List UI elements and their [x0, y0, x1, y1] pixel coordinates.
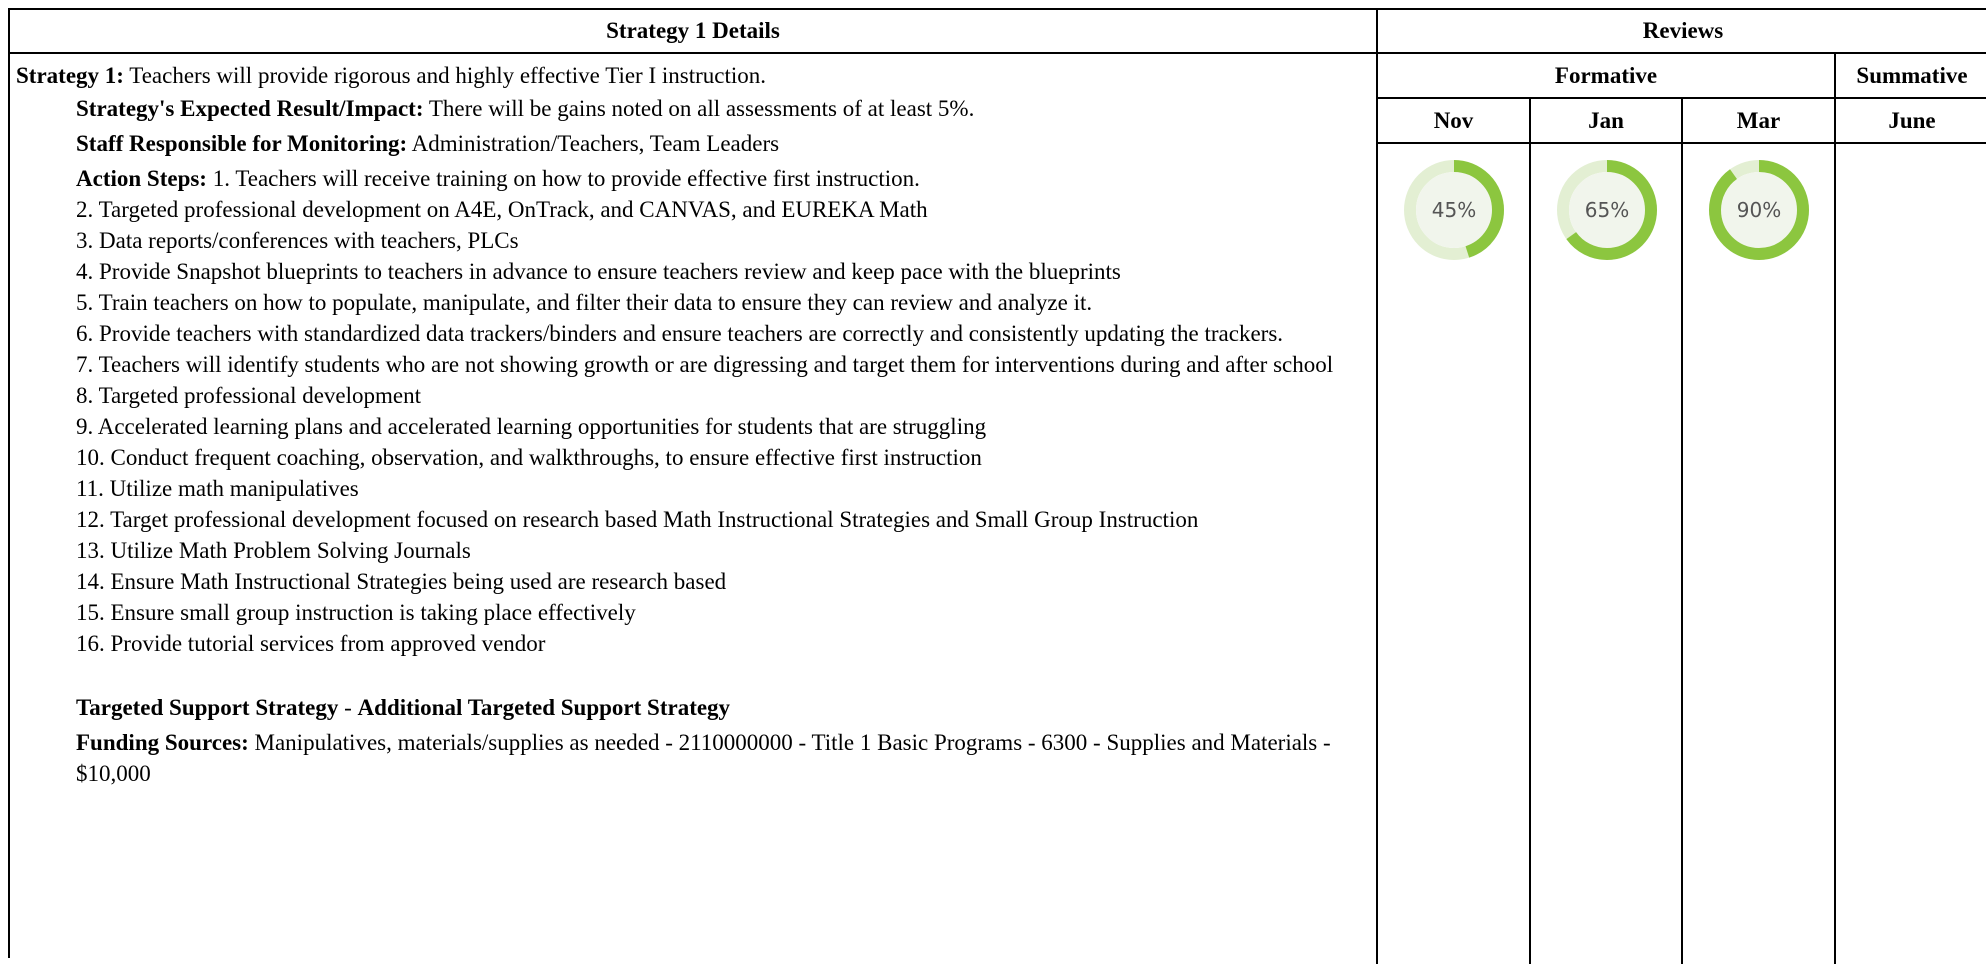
reviews-header — [1378, 10, 1986, 54]
donut-percent-label: 65% — [1584, 198, 1630, 222]
action-step: 3. Data reports/conferences with teachers, PLCs — [76, 228, 519, 253]
summative-label: Summative — [1856, 62, 1968, 88]
action-steps — [76, 163, 1346, 789]
funding-sources — [76, 727, 1346, 789]
expected-result — [76, 93, 1346, 124]
action-step: 16. Provide tutorial services from approved vendor — [76, 631, 546, 656]
expected-result-text: There will be gains noted on all assessments of at least 5%. — [423, 96, 975, 121]
month-label: Mar — [1736, 107, 1781, 133]
strategy-text: Teachers will provide rigorous and highly effective Tier I instruction. — [123, 63, 766, 88]
review-cell-june — [1836, 144, 1986, 964]
progress-donut-mar — [1707, 158, 1811, 262]
action-step: 6. Provide teachers with standardized data trackers/binders and ensure teachers are correctly and consistently updating the trackers. — [76, 321, 1284, 346]
targeted-support-label: Targeted Support Strategy — [76, 695, 339, 720]
staff-responsible — [76, 128, 1346, 159]
strategy-details-body — [16, 60, 1346, 789]
targeted-support — [76, 692, 1346, 723]
month-header-june — [1836, 99, 1986, 144]
month-label: Nov — [1433, 107, 1474, 133]
review-cell-jan — [1531, 144, 1683, 964]
donut-percent-label: 90% — [1736, 198, 1782, 222]
strategy-table — [8, 8, 1986, 958]
action-step: 11. Utilize math manipulatives — [76, 476, 359, 501]
summative-header — [1836, 54, 1986, 99]
reviews-header-title: Reviews — [1642, 18, 1724, 43]
action-step: 13. Utilize Math Problem Solving Journals — [76, 538, 471, 563]
targeted-support-text: Additional Targeted Support Strategy — [357, 695, 731, 720]
month-header-jan — [1531, 99, 1683, 144]
review-cell-nov — [1378, 144, 1531, 964]
action-step: 14. Ensure Math Instructional Strategies being used are research based — [76, 569, 727, 594]
details-header-title: Strategy 1 Details — [606, 18, 780, 43]
month-label: June — [1888, 107, 1936, 133]
funding-sources-label: Funding Sources: — [76, 730, 249, 755]
strategy-statement — [16, 60, 1346, 91]
month-header-mar — [1683, 99, 1836, 144]
month-label: Jan — [1588, 107, 1624, 133]
donut-percent-label: 45% — [1431, 198, 1477, 222]
staff-responsible-text: Administration/Teachers, Team Leaders — [407, 131, 780, 156]
action-step: 5. Train teachers on how to populate, manipulate, and filter their data to ensure they can review and analyze it. — [76, 290, 1093, 315]
action-steps-list — [76, 194, 1346, 659]
staff-responsible-label: Staff Responsible for Monitoring: — [76, 131, 408, 156]
action-step-first — [76, 163, 1346, 194]
strategy-label: Strategy 1: — [16, 63, 124, 88]
expected-result-label: Strategy's Expected Result/Impact: — [76, 96, 424, 121]
progress-donut-nov — [1402, 158, 1506, 262]
action-step: 2. Targeted professional development on A4E, OnTrack, and CANVAS, and EUREKA Math — [76, 197, 928, 222]
spacer — [76, 659, 1346, 690]
formative-header — [1378, 54, 1836, 99]
action-steps-label: Action Steps: — [76, 166, 207, 191]
formative-label: Formative — [1554, 62, 1658, 88]
progress-donut-jan — [1555, 158, 1659, 262]
action-step: 10. Conduct frequent coaching, observation, and walkthroughs, to ensure effective first instruction — [76, 445, 982, 470]
funding-sources-text: Manipulatives, materials/supplies as needed - 2110000000 - Title 1 Basic Programs - 6300 - Supplies and Materials - $10,000 — [76, 730, 1331, 786]
action-step: 8. Targeted professional development — [76, 383, 421, 408]
action-step: 7. Teachers will identify students who are not showing growth or are digressing and target them for interventions during and after school — [76, 352, 1334, 377]
targeted-support-separator: - — [338, 695, 358, 720]
action-step: 4. Provide Snapshot blueprints to teachers in advance to ensure teachers review and keep pace with the blueprints — [76, 259, 1121, 284]
action-step: 15. Ensure small group instruction is taking place effectively — [76, 600, 636, 625]
review-cell-mar — [1683, 144, 1836, 964]
strategy-details-cell — [10, 54, 1378, 964]
action-step: 9. Accelerated learning plans and accelerated learning opportunities for students that are struggling — [76, 414, 987, 439]
month-header-nov — [1378, 99, 1531, 144]
action-step-text: 1. Teachers will receive training on how to provide effective first instruction. — [206, 166, 920, 191]
action-step: 12. Target professional development focused on research based Math Instructional Strategies and Small Group Instruction — [76, 507, 1199, 532]
details-header — [10, 10, 1378, 54]
